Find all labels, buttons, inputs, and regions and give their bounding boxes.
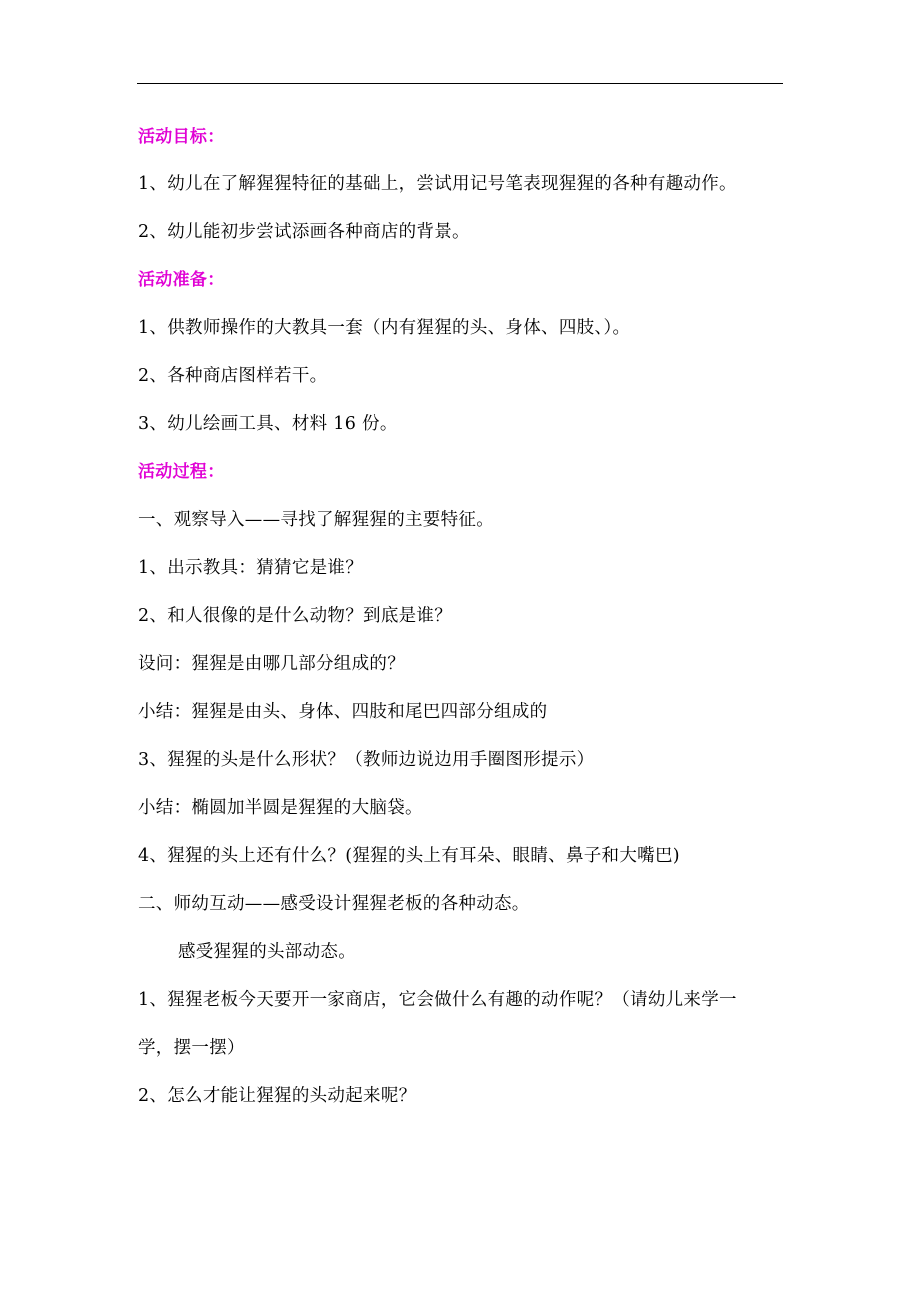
process-step-2: 2、和人很像的是什么动物？到底是谁？: [138, 606, 453, 626]
heading-activity-goals: 活动目标：: [138, 127, 225, 147]
header-rule: [137, 83, 783, 84]
prep-item-1: 1、供教师操作的大教具一套（内有猩猩的头、身体、四肢、）。: [138, 318, 631, 338]
process-question: 设问：猩猩是由哪几部分组成的？: [138, 654, 405, 674]
prep-item-3: 3、幼儿绘画工具、材料 16 份。: [138, 414, 398, 434]
goal-item-1: 1、幼儿在了解猩猩特征的基础上，尝试用记号笔表现猩猩的各种有趣动作。: [138, 174, 737, 194]
goal-item-2: 2、幼儿能初步尝试添画各种商店的背景。: [138, 222, 470, 242]
interaction-step-1: 1、猩猩老板今天要开一家商店，它会做什么有趣的动作呢？（请幼儿来学一: [138, 990, 737, 1010]
process-summary-2: 小结：椭圆加半圆是猩猩的大脑袋。: [138, 798, 423, 818]
process-subheading: 感受猩猩的头部动态。: [178, 942, 356, 962]
interaction-step-1-continued: 学，摆一摆）: [138, 1038, 245, 1058]
process-summary-1: 小结：猩猩是由头、身体、四肢和尾巴四部分组成的: [138, 702, 548, 722]
heading-activity-preparation: 活动准备：: [138, 270, 225, 290]
heading-activity-process: 活动过程：: [138, 462, 225, 482]
prep-item-2: 2、各种商店图样若干。: [138, 366, 328, 386]
process-step-1: 1、出示教具：猜猜它是谁？: [138, 558, 364, 578]
process-step-3: 3、猩猩的头是什么形状？（教师边说边用手圈图形提示）: [138, 750, 595, 770]
process-step-4: 4、猩猩的头上还有什么？(猩猩的头上有耳朵、眼睛、鼻子和大嘴巴): [138, 846, 680, 866]
process-section-1: 一、观察导入——寻找了解猩猩的主要特征。: [138, 510, 494, 530]
interaction-step-2: 2、怎么才能让猩猩的头动起来呢？: [138, 1086, 417, 1106]
process-section-2: 二、师幼互动——感受设计猩猩老板的各种动态。: [138, 894, 530, 914]
